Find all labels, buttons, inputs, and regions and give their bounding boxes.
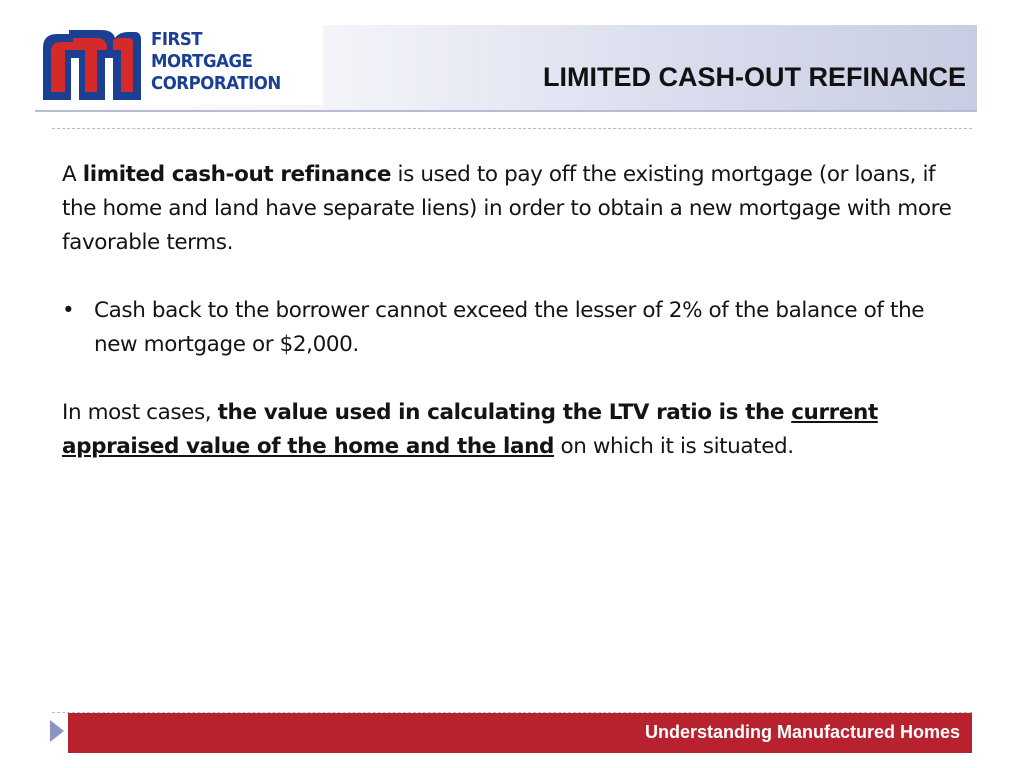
intro-bold-term: limited cash-out refinance (82, 162, 392, 187)
logo-line-1: FIRST (151, 29, 203, 50)
logo-wordmark (151, 29, 307, 95)
triangle-right-icon (50, 720, 64, 742)
footer-text: Understanding Manufactured Homes (644, 722, 960, 742)
intro-paragraph (62, 158, 952, 260)
ltv-underlined-text: current appraised value of the home and the land (62, 400, 878, 459)
ltv-rest: on which it is situated. (554, 434, 794, 459)
ltv-lead: In most cases, (62, 400, 218, 425)
slide-body (62, 158, 952, 464)
footer-band (68, 713, 972, 753)
header-divider (52, 128, 972, 129)
intro-lead: A (62, 162, 83, 187)
logo-line-2: MORTGAGE (151, 51, 253, 72)
bullet-item (62, 294, 952, 362)
bullet-marker: • (62, 298, 75, 323)
logo-line-3: CORPORATION (151, 73, 281, 94)
company-logo (35, 25, 323, 105)
slide-title: LIMITED CASH-OUT REFINANCE (543, 62, 966, 92)
logo-mark-icon (39, 28, 143, 102)
bullet-text: Cash back to the borrower cannot exceed the lesser of 2% of the balance of the new mortgage or $2,000. (94, 298, 925, 357)
intro-rest: is used to pay off the existing mortgage (or loans, if the home and land have separate liens) in order to obtain a new mortgage with more favorable terms. (62, 162, 952, 255)
ltv-paragraph (62, 396, 952, 464)
ltv-bold-text: the value used in calculating the LTV ratio is the (217, 400, 792, 425)
